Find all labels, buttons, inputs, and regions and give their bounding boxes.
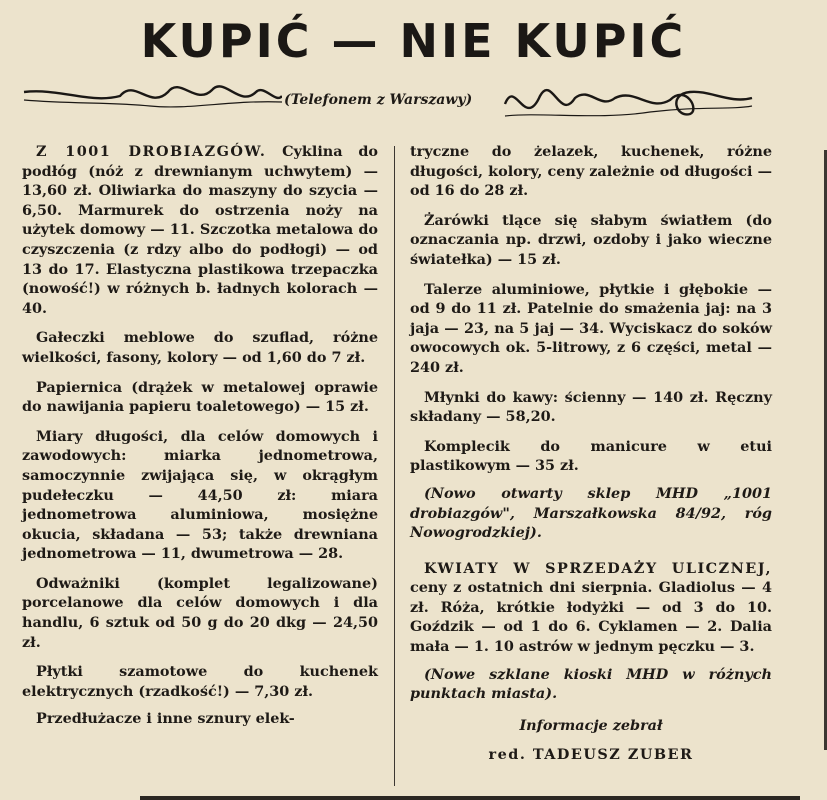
paragraph	[22, 142, 378, 318]
paragraph: Młynki do kawy: ścienny — 140 zł. Ręczny składany — 58,20.	[410, 388, 772, 426]
paragraph: Miary długości, dla celów domowych i zawodowych: miarka jednometrowa, samoczynnie zwijająca się, w okrągłym pudełeczku — 44,50 zł: miara jednometrowa aluminiowa, mosiężne okucia, składana — 53; także drewniana jednometrowa — 11, dwumetrowa — 28.	[22, 427, 378, 563]
paragraph: Żarówki tlące się słabym światłem (do oznaczania np. drzwi, ozdoby i jako wieczne światełka) — 15 zł.	[410, 211, 772, 268]
paragraph: Odważniki (komplet legalizowane) porcelanowe dla celów domowych i dla handlu, 6 sztuk od 50 g do 20 dkg — 24,50 zł.	[22, 574, 378, 651]
paragraph-text: ceny z ostatnich dni sierpnia. Gladiolus — 4 zł. Róża, krótkie łodyżki — od 3 do 10. Goździk — od 1 do 6. Cyklamen — 2. Dalia mała — 1. 10 astrów w jednym pęczku — 3.	[410, 579, 772, 656]
paragraph: Talerze aluminiowe, płytkie i głębokie — od 9 do 11 zł. Patelnie do smażenia jaj: na 3 jaja — 23, na 5 jaj — 34. Wyciskacz do soków owocowych ok. 5-litrowy, z 6 części, metal — 240 zł.	[410, 280, 772, 376]
paragraph: Płytki szamotowe do kuchenek elektrycznych (rzadkość!) — 7,30 zł.	[22, 663, 378, 700]
paragraph-text: Cyklina do podłóg (nóż z drewnianym uchwytem) — 13,60 zł. Oliwiarka do maszyny do szycia — 6,50. Marmurek do ostrzenia noży na użytek domowy — 11. Szczotka metalowa do czyszczenia (z rdzy albo do podłogi) — od 13 do 17. Elastyczna plastikowa trzepaczka (nowość!) w różnych b. ładnych kolorach — 40.	[22, 143, 378, 317]
paragraph: Przedłużacze i inne sznury elek-	[36, 710, 295, 728]
paragraph: Gałeczki meblowe do szuflad, różne wielkości, fasony, kolory — od 1,60 do 7 zł.	[22, 329, 378, 366]
signature-label: Informacje zebrał	[519, 716, 663, 734]
headline: KUPIĆ — NIE KUPIĆ	[140, 14, 687, 68]
paragraph-lead: Z 1001 DROBIAZGÓW.	[36, 143, 267, 160]
column-divider	[394, 146, 395, 786]
paragraph: Papiernica (drążek w metalowej oprawie do nawijania papieru toaletowego) — 15 zł.	[22, 378, 378, 416]
shop-note: (Nowo otwarty sklep MHD „1001 drobiazgów", Marszałkowska 84/92, róg Nowogrodzkiej).	[410, 484, 772, 542]
paragraph-lead: KWIATY W SPRZEDAŻY ULICZNEJ,	[424, 559, 772, 577]
left-column	[22, 142, 378, 739]
paragraph: Komplecik do manicure w etui plastikowym — 35 zł.	[410, 437, 772, 475]
flowers-paragraph	[410, 559, 772, 657]
paragraph-continuation: tryczne do żelazek, kuchenek, różne długości, kolory, ceny zależnie od długości — od 16 do 28 zł.	[410, 143, 772, 200]
article-header	[0, 0, 827, 140]
bottom-rule	[140, 796, 800, 800]
kiosk-note: (Nowe szklane kioski MHD w różnych punktach miasta).	[410, 665, 772, 703]
author-byline: red. TADEUSZ ZUBER	[488, 746, 694, 764]
right-column	[410, 142, 772, 765]
article-subtitle: (Telefonem z Warszawy)	[284, 92, 473, 108]
